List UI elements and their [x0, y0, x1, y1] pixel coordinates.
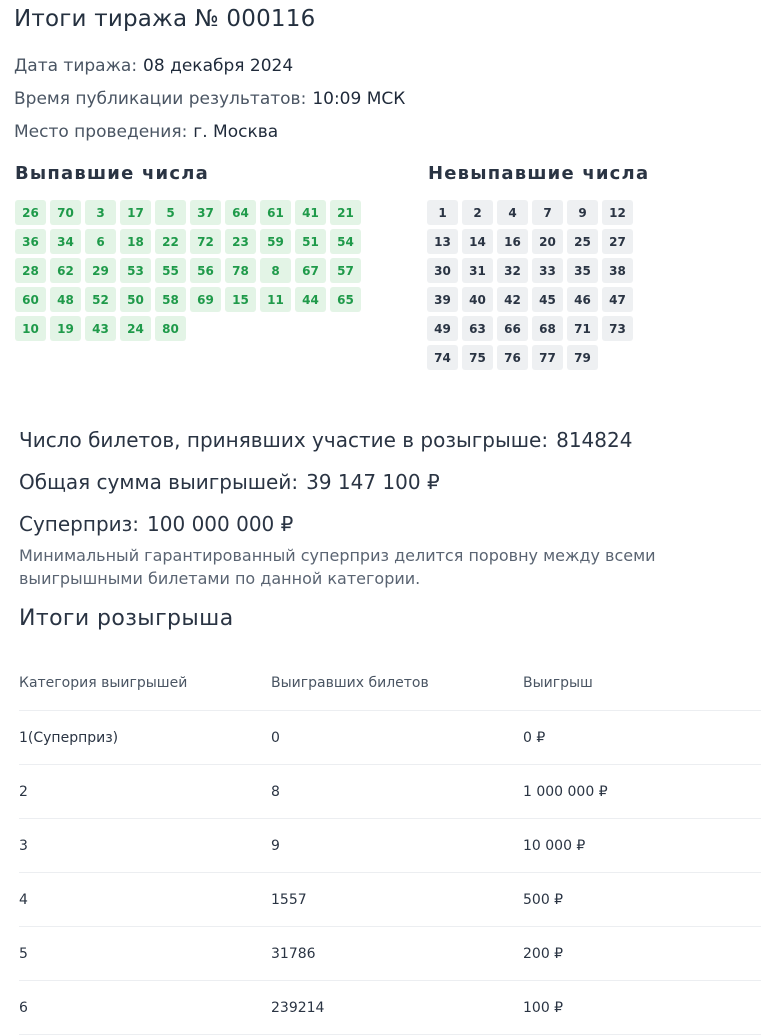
drawn-number-ball: 52 [85, 287, 116, 312]
drawn-number-ball: 6 [85, 229, 116, 254]
drawn-number-ball: 19 [50, 316, 81, 341]
publication-time-label: Время публикации результатов: [14, 89, 307, 109]
page-title: Итоги тиража № 000116 [14, 6, 316, 32]
drawn-numbers-grid [15, 200, 361, 341]
drawn-number-ball: 37 [190, 200, 221, 225]
drawn-number-ball: 17 [120, 200, 151, 225]
undrawn-number-ball: 1 [427, 200, 458, 225]
prize-cell: 10 000 ₽ [523, 819, 761, 873]
drawn-number-ball: 60 [15, 287, 46, 312]
undrawn-number-ball: 7 [532, 200, 563, 225]
drawn-number-ball: 48 [50, 287, 81, 312]
table-row [19, 981, 761, 1035]
table-row [19, 873, 761, 927]
undrawn-number-ball: 16 [497, 229, 528, 254]
drawn-number-ball: 59 [260, 229, 291, 254]
undrawn-number-ball: 77 [532, 345, 563, 370]
results-header-row [19, 655, 761, 711]
drawn-number-ball: 34 [50, 229, 81, 254]
drawn-number-ball: 11 [260, 287, 291, 312]
draw-date-label: Дата тиража: [14, 56, 138, 76]
publication-time-value: 10:09 МСК [312, 89, 406, 109]
undrawn-number-ball: 46 [567, 287, 598, 312]
category-cell: 3 [19, 819, 271, 873]
undrawn-number-ball: 63 [462, 316, 493, 341]
drawn-number-ball: 55 [155, 258, 186, 283]
tickets-count [19, 428, 632, 452]
undrawn-number-ball: 2 [462, 200, 493, 225]
results-title: Итоги розыгрыша [19, 606, 234, 631]
drawn-number-ball: 36 [15, 229, 46, 254]
drawn-number-ball: 65 [330, 287, 361, 312]
undrawn-number-ball: 20 [532, 229, 563, 254]
drawn-number-ball: 18 [120, 229, 151, 254]
undrawn-number-ball: 74 [427, 345, 458, 370]
undrawn-number-ball: 12 [602, 200, 633, 225]
tickets-count-value: 814824 [556, 428, 633, 452]
undrawn-number-ball: 73 [602, 316, 633, 341]
column-header-prize: Выигрыш [523, 655, 761, 711]
undrawn-number-ball: 71 [567, 316, 598, 341]
total-winnings-value: 39 147 100 ₽ [306, 470, 440, 494]
undrawn-number-ball: 9 [567, 200, 598, 225]
drawn-number-ball: 3 [85, 200, 116, 225]
superprize-note: Минимальный гарантированный суперприз делится поровну между всеми выигрышными билетами по данной категории. [19, 546, 656, 588]
draw-date [14, 56, 293, 76]
drawn-number-ball: 80 [155, 316, 186, 341]
prize-cell: 0 ₽ [523, 711, 761, 765]
undrawn-number-ball: 40 [462, 287, 493, 312]
category-cell: 2 [19, 765, 271, 819]
drawn-number-ball: 56 [190, 258, 221, 283]
drawn-number-ball: 21 [330, 200, 361, 225]
drawn-number-ball: 70 [50, 200, 81, 225]
winners-count-cell: 239214 [271, 981, 523, 1035]
undrawn-numbers-title: Невыпавшие числа [428, 163, 650, 184]
draw-date-value: 08 декабря 2024 [143, 56, 294, 76]
superprize [19, 512, 293, 536]
publication-time [14, 89, 405, 109]
draw-place [14, 122, 278, 142]
winners-count-cell: 31786 [271, 927, 523, 981]
undrawn-number-ball: 79 [567, 345, 598, 370]
category-cell: 1(Суперприз) [19, 711, 271, 765]
drawn-number-ball: 41 [295, 200, 326, 225]
superprize-label: Суперприз: [19, 512, 140, 536]
tickets-count-label: Число билетов, принявших участие в розыгрыше: [19, 428, 549, 452]
table-row [19, 927, 761, 981]
drawn-number-ball: 5 [155, 200, 186, 225]
winners-count-cell: 8 [271, 765, 523, 819]
drawn-number-ball: 61 [260, 200, 291, 225]
drawn-number-ball: 50 [120, 287, 151, 312]
prize-cell: 100 ₽ [523, 981, 761, 1035]
drawn-number-ball: 29 [85, 258, 116, 283]
drawn-number-ball: 24 [120, 316, 151, 341]
table-row [19, 711, 761, 765]
undrawn-number-ball: 39 [427, 287, 458, 312]
drawn-number-ball: 54 [330, 229, 361, 254]
drawn-number-ball: 51 [295, 229, 326, 254]
undrawn-number-ball: 33 [532, 258, 563, 283]
drawn-number-ball: 28 [15, 258, 46, 283]
drawn-number-ball: 78 [225, 258, 256, 283]
undrawn-number-ball: 13 [427, 229, 458, 254]
table-row [19, 765, 761, 819]
undrawn-number-ball: 4 [497, 200, 528, 225]
drawn-number-ball: 43 [85, 316, 116, 341]
undrawn-number-ball: 68 [532, 316, 563, 341]
drawn-number-ball: 57 [330, 258, 361, 283]
drawn-number-ball: 72 [190, 229, 221, 254]
prize-cell: 500 ₽ [523, 873, 761, 927]
drawn-number-ball: 44 [295, 287, 326, 312]
category-cell: 5 [19, 927, 271, 981]
undrawn-number-ball: 25 [567, 229, 598, 254]
results-table [19, 655, 761, 1035]
winners-count-cell: 9 [271, 819, 523, 873]
drawn-number-ball: 58 [155, 287, 186, 312]
draw-place-label: Место проведения: [14, 122, 188, 142]
column-header-winners: Выигравших билетов [271, 655, 523, 711]
undrawn-number-ball: 35 [567, 258, 598, 283]
drawn-number-ball: 8 [260, 258, 291, 283]
drawn-number-ball: 67 [295, 258, 326, 283]
drawn-number-ball: 53 [120, 258, 151, 283]
drawn-number-ball: 62 [50, 258, 81, 283]
drawn-number-ball: 15 [225, 287, 256, 312]
superprize-value: 100 000 000 ₽ [147, 512, 294, 536]
category-cell: 4 [19, 873, 271, 927]
winners-count-cell: 1557 [271, 873, 523, 927]
drawn-numbers-title: Выпавшие числа [15, 163, 209, 184]
winners-count-cell: 0 [271, 711, 523, 765]
prize-cell: 200 ₽ [523, 927, 761, 981]
undrawn-number-ball: 66 [497, 316, 528, 341]
total-winnings-label: Общая сумма выигрышей: [19, 470, 299, 494]
undrawn-number-ball: 45 [532, 287, 563, 312]
draw-place-value: г. Москва [193, 122, 279, 142]
table-row [19, 819, 761, 873]
drawn-number-ball: 23 [225, 229, 256, 254]
undrawn-numbers-grid [427, 200, 633, 370]
undrawn-number-ball: 76 [497, 345, 528, 370]
total-winnings [19, 470, 440, 494]
drawn-number-ball: 64 [225, 200, 256, 225]
drawn-number-ball: 26 [15, 200, 46, 225]
undrawn-number-ball: 27 [602, 229, 633, 254]
prize-cell: 1 000 000 ₽ [523, 765, 761, 819]
category-cell: 6 [19, 981, 271, 1035]
undrawn-number-ball: 42 [497, 287, 528, 312]
drawn-number-ball: 69 [190, 287, 221, 312]
column-header-category: Категория выигрышей [19, 655, 271, 711]
undrawn-number-ball: 75 [462, 345, 493, 370]
undrawn-number-ball: 38 [602, 258, 633, 283]
undrawn-number-ball: 32 [497, 258, 528, 283]
undrawn-number-ball: 30 [427, 258, 458, 283]
drawn-number-ball: 10 [15, 316, 46, 341]
undrawn-number-ball: 47 [602, 287, 633, 312]
undrawn-number-ball: 14 [462, 229, 493, 254]
drawn-number-ball: 22 [155, 229, 186, 254]
undrawn-number-ball: 49 [427, 316, 458, 341]
undrawn-number-ball: 31 [462, 258, 493, 283]
